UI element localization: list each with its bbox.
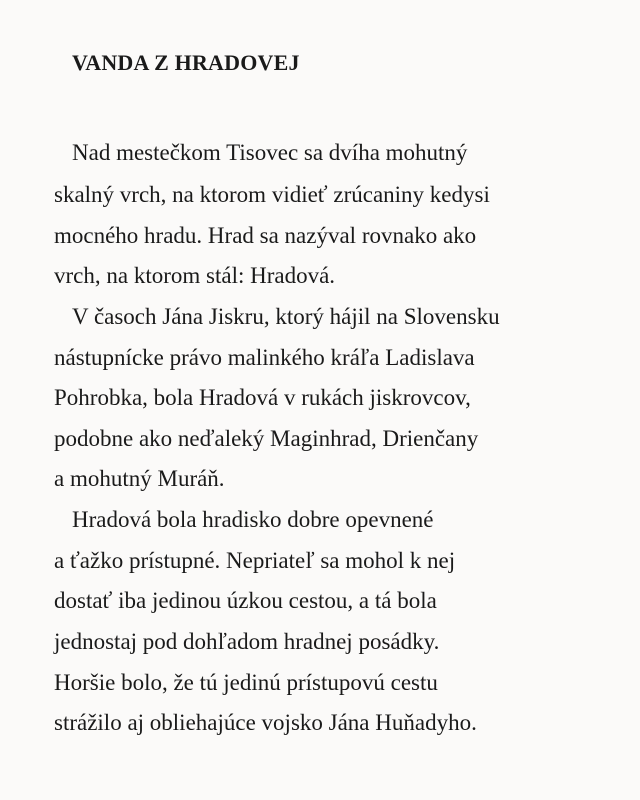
text-line: dostať iba jedinou úzkou cestou, a tá bola: [54, 588, 437, 613]
text-line: Horšie bolo, že tú jedinú prístupovú cestu: [54, 670, 438, 695]
text-line: nástupnícke právo malinkého kráľa Ladislava: [54, 345, 475, 370]
text-line: V časoch Jána Jiskru, ktorý hájil na Slovensku: [72, 304, 500, 329]
text-line: Pohrobka, bola Hradová v rukách jiskrovcov,: [54, 385, 471, 410]
text-line: podobne ako neďaleký Maginhrad, Drienčany: [54, 426, 479, 451]
text-line: jednostaj pod dohľadom hradnej posádky.: [54, 629, 440, 654]
text-line: Hradová bola hradisko dobre opevnené: [72, 507, 434, 532]
text-line: skalný vrch, na ktorom vidieť zrúcaniny kedysi: [54, 182, 490, 207]
text-line: vrch, na ktorom stál: Hradová.: [54, 263, 336, 288]
text-line: mocného hradu. Hrad sa nazýval rovnako ako: [54, 223, 477, 248]
chapter-title: VANDA Z HRADOVEJ: [72, 50, 300, 75]
text-line: a ťažko prístupné. Nepriateľ sa mohol k nej: [54, 548, 456, 573]
text-line: a mohutný Muráň.: [54, 466, 225, 491]
text-line: strážilo aj obliehajúce vojsko Jána Huňadyho.: [54, 710, 477, 735]
text-line: Nad mestečkom Tisovec sa dvíha mohutný: [72, 140, 468, 165]
